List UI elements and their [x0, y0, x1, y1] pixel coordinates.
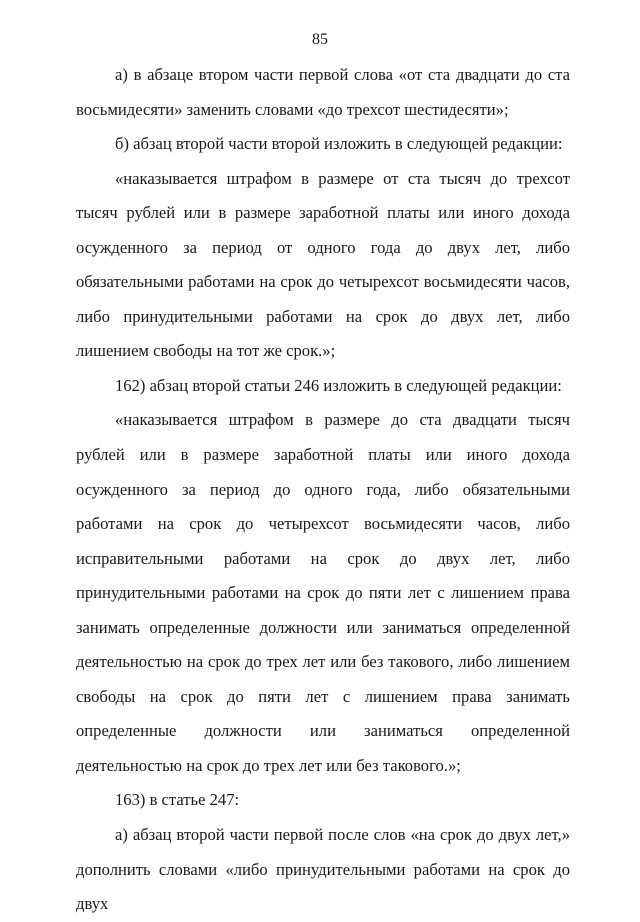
- paragraph-item-162: 162) абзац второй статьи 246 изложить в следующей редакции:: [115, 375, 562, 395]
- paragraph-amend-a: а) в абзаце втором части первой слова «от ста двадцати до ста восьмидесяти» заменить словами «до трехсот шестидесяти»;: [76, 65, 570, 119]
- page-number: 85: [312, 31, 328, 48]
- paragraph-item-163: 163) в статье 247:: [115, 790, 240, 810]
- paragraph-quote-penalty-1: «наказывается штрафом в размере от ста тысяч до трехсот тысяч рублей или в размере заработной платы или иного дохода осужденного за период от одного года до двух лет, либо обязательными работами на срок до четырехсот восьмидесяти часов, либо принудительными работами на срок до двух лет, либо лишением свободы на тот же срок.»;: [76, 168, 570, 361]
- paragraph-amend-a-247: а) абзац второй части первой после слов «на срок до двух лет,» дополнить словами «либо принудительными работами на срок до двух: [76, 825, 570, 914]
- paragraph-amend-b: б) абзац второй части второй изложить в следующей редакции:: [115, 134, 563, 154]
- document-body: [76, 58, 570, 922]
- paragraph-quote-penalty-2: «наказывается штрафом в размере до ста двадцати тысяч рублей или в размере заработной платы или иного дохода осужденного за период до одного года, либо обязательными работами на срок до четырехсот восьмидесяти часов, либо исправительными работами на срок до двух лет, либо принудительными работами на срок до пяти лет с лишением права занимать определенные должности или заниматься определенной деятельностью на срок до трех лет или без такового, либо лишением свободы на срок до пяти лет с лишением права занимать определенные должности или заниматься определенной деятельностью на срок до трех лет или без такового.»;: [76, 410, 570, 775]
